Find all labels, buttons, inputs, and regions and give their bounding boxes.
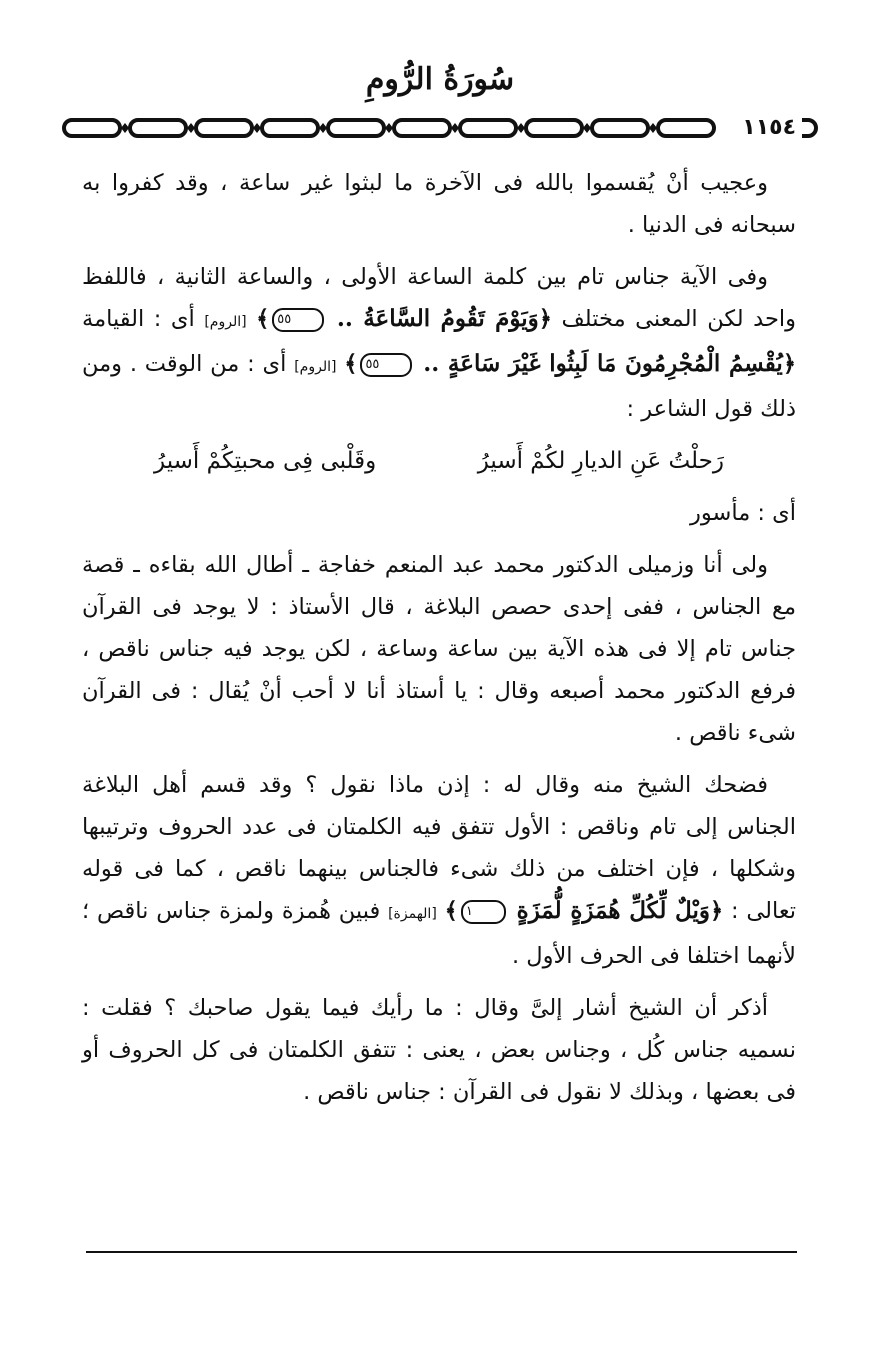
body-text <box>82 162 796 1123</box>
ornate-bracket-close: ﴾ <box>344 351 358 377</box>
paragraph-4: ولى أنا وزميلى الدكتور محمد عبد المنعم خفاجة ـ أطال الله بقاءه ـ قصة مع الجناس ، ففى إحدى حصص البلاغة ، قال الأستاذ : لا يوجد فى القرآن جناس تام إلا فى هذه الآية بين ساعة وساعة ، لكن يوجد فيه جناس ناقص ، فرفع الدكتور محمد أصبعه وقال : يا أستاذ أنا لا أحب أنْ يُقال : فى القرآن شىء ناقص . <box>82 552 796 746</box>
ayah-number-2: ٥٥ <box>360 353 412 377</box>
paragraph-2-part-1: وفى الآية جناس تام بين كلمة الساعة الأولى ، والساعة الثانية ، فاللفظ واحد لكن المعنى مختلف <box>82 264 796 332</box>
paragraph-3: أى : مأسور <box>690 500 796 526</box>
surah-reference-3: [الهمزة] <box>388 906 437 922</box>
footer-rule <box>86 1251 797 1253</box>
quran-verse-1: وَيَوْمَ تَقُومُ السَّاعَةُ .. <box>336 305 539 332</box>
ornate-bracket-close: ﴾ <box>444 898 458 924</box>
ornate-bracket-open: ﴿ <box>709 898 724 924</box>
poetry-hemistich-2: وقَلْبى فِى محبتِكُمْ أَسيرُ <box>154 448 377 474</box>
paragraph-2-part-3: أى : من الوقت . ومن ذلك قول الشاعر : <box>82 351 796 422</box>
page-number: ١١٥٤ <box>736 114 802 142</box>
ornate-bracket-close: ﴾ <box>256 306 270 332</box>
quran-verse-3: وَيْلٌ لِّكُلِّ هُمَزَةٍ لُّمَزَةٍ <box>516 897 710 924</box>
quran-verse-2: يُقْسِمُ الْمُجْرِمُونَ مَا لَبِثُوا غَيْرَ سَاعَةٍ .. <box>423 350 783 377</box>
decorative-header-band <box>60 114 820 142</box>
paragraph-1: وعجيب أنْ يُقسموا بالله فى الآخرة ما لبثوا غير ساعة ، وقد كفروا به سبحانه فى الدنيا . <box>82 170 796 238</box>
paragraph-2-part-2: أى : القيامة <box>82 306 195 332</box>
ornate-bracket-open: ﴿ <box>538 306 552 332</box>
paragraph-2 <box>82 256 796 430</box>
surah-title: سُورَةُ الرُّومِ <box>365 62 515 97</box>
poetry-verse <box>82 440 796 482</box>
paragraph-5-part-2: فبين هُمزة ولمزة جناس ناقص ؛ لأنهما اختلفا فى الحرف الأول . <box>82 898 796 969</box>
ornate-bracket-open: ﴿ <box>782 351 797 377</box>
paragraph-5-part-1: فضحك الشيخ منه وقال له : إذن ماذا نقول ؟ وقد قسم أهل البلاغة الجناس إلى تام وناقص : الأول تتفق فيه الكلمتان فى عدد الحروف وترتيبها وشكلها ، فإن اختلف من ذلك شىء فالجناس بينهما ناقص ، كما فى قوله تعالى : <box>82 772 797 924</box>
poetry-hemistich-1: رَحلْتُ عَنِ الديارِ لكُمْ أَسيرُ <box>477 448 724 474</box>
surah-reference-1: [الروم] <box>204 314 247 330</box>
paragraph-5 <box>82 764 796 977</box>
paragraph-6: أذكر أن الشيخ أشار إلىَّ وقال : ما رأيك فيما يقول صاحبك ؟ فقلت : نسميه جناس كُل ، وجناس بعض ، يعنى : تتفق الكلمتان فى كل الحروف أو فى بعضها ، وبذلك لا نقول فى القرآن : جناس ناقص . <box>82 995 796 1105</box>
ayah-number-3: ١ <box>461 900 506 924</box>
ayah-number-1: ٥٥ <box>272 308 324 332</box>
surah-reference-2: [الروم] <box>294 359 337 375</box>
